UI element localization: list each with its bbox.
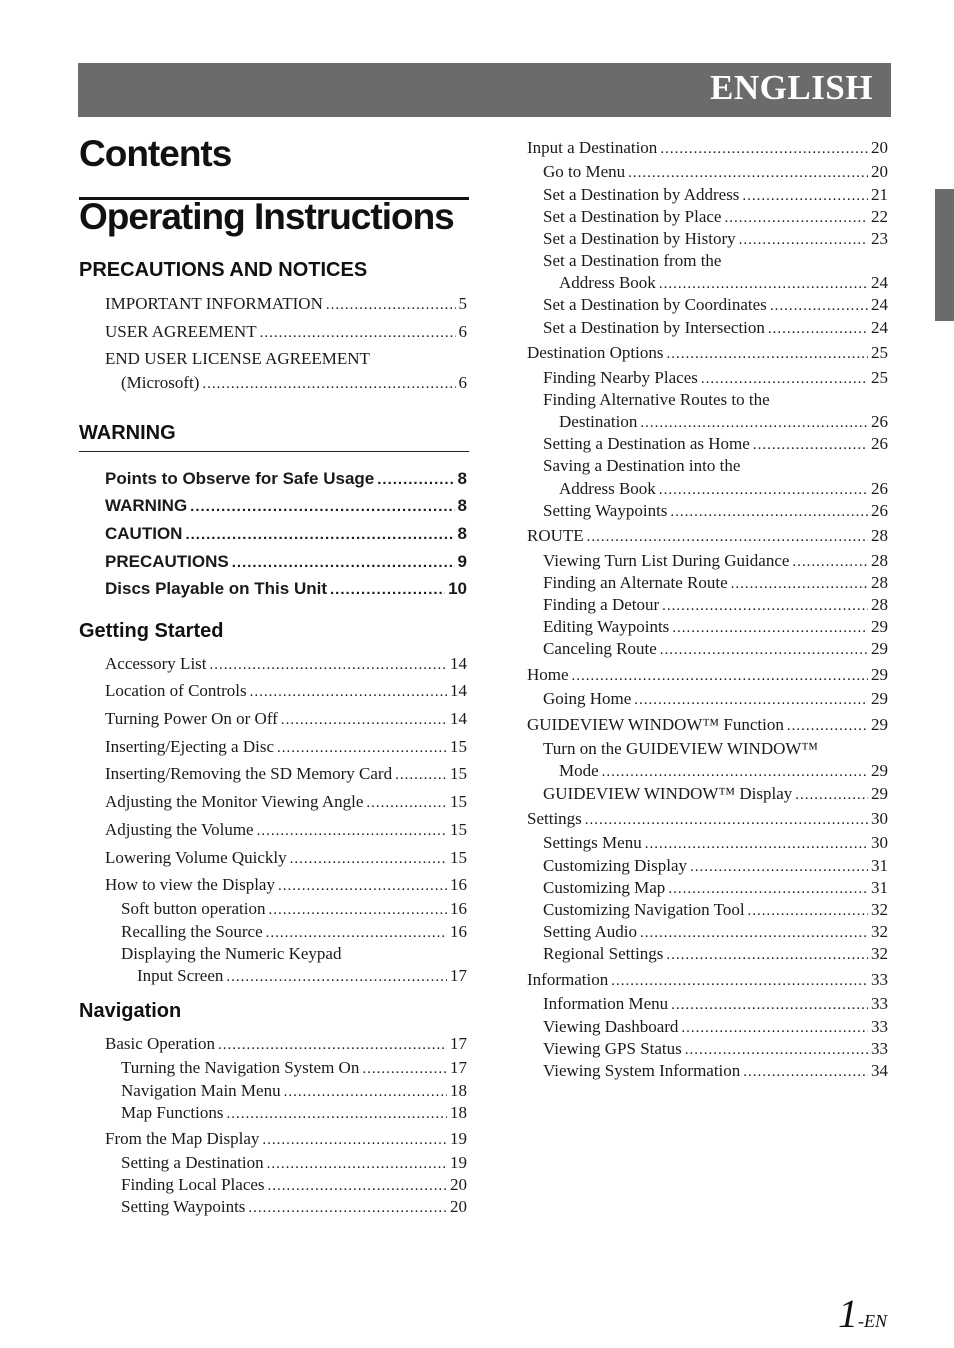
toc-entry-title: Canceling Route — [543, 639, 657, 658]
leader-dots — [202, 374, 455, 394]
toc-entry-title: Going Home — [543, 689, 632, 708]
toc-entry[interactable] — [559, 412, 888, 433]
leader-dots — [662, 596, 868, 616]
toc-entry-page: 16 — [450, 922, 467, 941]
leader-dots — [585, 810, 868, 830]
leader-dots — [659, 274, 868, 294]
leader-dots — [690, 857, 868, 877]
toc-entry[interactable] — [543, 922, 888, 943]
leader-dots — [232, 553, 455, 573]
toc-entry-page: 24 — [871, 273, 888, 292]
toc-entry-title: How to view the Display — [105, 875, 275, 894]
toc-entry[interactable] — [543, 573, 888, 594]
language-label: ENGLISH — [710, 68, 873, 107]
toc-entry-title: Setting Audio — [543, 922, 637, 941]
toc-entry[interactable] — [543, 689, 888, 710]
leader-dots — [572, 666, 868, 686]
leader-dots — [787, 716, 868, 736]
leader-dots — [731, 574, 868, 594]
toc-entry-page: 32 — [871, 900, 888, 919]
toc-entry-title: Input Screen — [137, 966, 224, 985]
toc-entry-title: Address Book — [559, 479, 656, 498]
toc-entry-title: Customizing Map — [543, 878, 666, 897]
toc-entry[interactable] — [543, 434, 888, 455]
toc-entry-title: GUIDEVIEW WINDOW™ Display — [543, 784, 793, 803]
toc-entry[interactable] — [543, 900, 888, 921]
toc-entry-title: Go to Menu — [543, 162, 626, 181]
toc-entry[interactable] — [527, 138, 888, 159]
toc-entry[interactable] — [105, 552, 467, 573]
leader-dots — [268, 1176, 447, 1196]
toc-entry-page: 15 — [450, 820, 467, 839]
toc-entry[interactable] — [121, 373, 467, 394]
leader-dots — [768, 319, 868, 339]
toc-entry[interactable] — [105, 579, 467, 600]
toc-entry-title: CAUTION — [105, 524, 183, 543]
toc-entry-page: 18 — [450, 1103, 467, 1122]
toc-entry[interactable] — [543, 639, 888, 660]
toc-entry[interactable] — [105, 496, 467, 517]
toc-entry-page: 15 — [450, 848, 467, 867]
toc-entry[interactable] — [121, 1103, 467, 1124]
leader-dots — [281, 710, 447, 730]
toc-entry[interactable] — [543, 207, 888, 228]
toc-entry[interactable] — [543, 944, 888, 965]
toc-entry[interactable] — [121, 1175, 467, 1196]
toc-entry-page: 29 — [871, 715, 888, 734]
page-number — [838, 1290, 887, 1337]
toc-entry-page: 24 — [871, 318, 888, 337]
leader-dots — [185, 525, 454, 545]
leader-dots — [739, 230, 868, 250]
toc-entry[interactable] — [105, 524, 467, 545]
toc-entry-page: 22 — [871, 207, 888, 226]
leader-dots — [795, 785, 868, 805]
leader-dots — [277, 738, 447, 758]
toc-entry-page: 32 — [871, 922, 888, 941]
toc-entry[interactable] — [105, 1129, 467, 1150]
toc-entry-title: Points to Observe for Safe Usage — [105, 469, 375, 488]
toc-entry[interactable] — [543, 595, 888, 616]
toc-entry-title-line: Turn on the GUIDEVIEW WINDOW™ — [543, 739, 819, 758]
toc-entry-title: Input a Destination — [527, 138, 658, 157]
toc-entry[interactable] — [105, 294, 467, 315]
toc-entry-title: ROUTE — [527, 526, 584, 545]
leader-dots — [660, 139, 868, 159]
toc-entry[interactable] — [543, 295, 888, 316]
toc-entry[interactable] — [559, 273, 888, 294]
leader-dots — [395, 765, 447, 785]
leader-dots — [278, 876, 447, 896]
toc-entry[interactable] — [559, 479, 888, 500]
toc-entry[interactable] — [121, 922, 467, 943]
toc-entry-title: Regional Settings — [543, 944, 664, 963]
section-heading-warning: WARNING — [79, 422, 176, 444]
toc-entry-page: 21 — [871, 185, 888, 204]
leader-dots — [743, 1062, 868, 1082]
toc-entry-title: Editing Waypoints — [543, 617, 670, 636]
toc-entry[interactable] — [543, 784, 888, 805]
toc-entry[interactable] — [543, 185, 888, 206]
toc-entry[interactable] — [527, 715, 888, 736]
toc-entry-page: 29 — [871, 665, 888, 684]
leader-dots — [672, 618, 868, 638]
leader-dots — [190, 497, 454, 517]
toc-entry-title: Finding Nearby Places — [543, 368, 698, 387]
toc-entry-page: 17 — [450, 1034, 467, 1053]
toc-entry-title: Inserting/Removing the SD Memory Card — [105, 764, 393, 783]
toc-entry-title: Turning Power On or Off — [105, 709, 278, 728]
leader-dots — [742, 186, 868, 206]
toc-entry-title: Setting a Destination as Home — [543, 434, 750, 453]
toc-entry-page: 31 — [871, 856, 888, 875]
toc-entry-page: 20 — [871, 138, 888, 157]
toc-entry-page: 15 — [450, 792, 467, 811]
leader-dots — [628, 163, 868, 183]
leader-dots — [218, 1035, 447, 1055]
toc-entry-page: 6 — [458, 322, 467, 341]
toc-entry-page: 8 — [457, 524, 467, 543]
toc-entry-page: 20 — [450, 1197, 467, 1216]
leader-dots — [250, 682, 447, 702]
leader-dots — [587, 527, 868, 547]
toc-entry-title: Accessory List — [105, 654, 207, 673]
toc-entry[interactable] — [559, 761, 888, 782]
leader-dots — [326, 295, 456, 315]
toc-entry-page: 31 — [871, 878, 888, 897]
toc-entry-page: 28 — [871, 551, 888, 570]
leader-dots — [724, 208, 868, 228]
toc-entry[interactable] — [121, 1081, 467, 1102]
language-header-bar — [78, 63, 891, 117]
toc-entry-page: 10 — [448, 579, 467, 598]
toc-entry-page: 33 — [871, 1039, 888, 1058]
toc-entry[interactable] — [105, 1034, 467, 1055]
toc-entry[interactable] — [543, 1017, 888, 1038]
leader-dots — [362, 1059, 447, 1079]
toc-entry-title: Set a Destination by Address — [543, 185, 740, 204]
page-number-suffix: -EN — [858, 1311, 887, 1331]
leader-dots — [659, 480, 868, 500]
toc-entry-title: Address Book — [559, 273, 656, 292]
leader-dots — [640, 923, 868, 943]
leader-dots — [248, 1198, 447, 1218]
toc-entry-title: Adjusting the Volume — [105, 820, 254, 839]
leader-dots — [267, 1154, 447, 1174]
leader-dots — [666, 344, 868, 364]
leader-dots — [770, 296, 868, 316]
toc-entry[interactable] — [543, 833, 888, 854]
leader-dots — [660, 640, 868, 660]
toc-entry[interactable] — [105, 322, 467, 343]
toc-entry-page: 28 — [871, 595, 888, 614]
toc-entry-page: 29 — [871, 617, 888, 636]
toc-entry-page: 14 — [450, 681, 467, 700]
toc-entry-title: Viewing GPS Status — [543, 1039, 682, 1058]
toc-entry-page: 25 — [871, 368, 888, 387]
toc-entry[interactable] — [137, 966, 467, 987]
leader-dots — [284, 1082, 447, 1102]
toc-entry[interactable] — [105, 654, 467, 675]
toc-entry-page: 26 — [871, 434, 888, 453]
toc-entry-page: 19 — [450, 1153, 467, 1172]
toc-entry-title: Map Functions — [121, 1103, 224, 1122]
toc-entry-page: 28 — [871, 573, 888, 592]
toc-entry-title: Information Menu — [543, 994, 669, 1013]
toc-entry-title: PRECAUTIONS — [105, 552, 229, 571]
toc-entry-title: Recalling the Source — [121, 922, 263, 941]
toc-entry-title: Home — [527, 665, 569, 684]
toc-entry[interactable] — [543, 501, 888, 522]
operating-instructions-title: Operating Instructions — [79, 196, 454, 237]
toc-entry-page: 26 — [871, 501, 888, 520]
toc-entry-page: 30 — [871, 833, 888, 852]
toc-entry-title: Lowering Volume Quickly — [105, 848, 287, 867]
toc-entry-title: WARNING — [105, 496, 188, 515]
toc-entry-page: 25 — [871, 343, 888, 362]
toc-entry-page: 29 — [871, 689, 888, 708]
toc-entry-title: Set a Destination by Intersection — [543, 318, 765, 337]
toc-entry-title: Setting Waypoints — [121, 1197, 246, 1216]
leader-dots — [670, 502, 868, 522]
toc-entry-title: Basic Operation — [105, 1034, 215, 1053]
toc-entry-page: 30 — [871, 809, 888, 828]
toc-entry-title: Viewing Turn List During Guidance — [543, 551, 790, 570]
toc-entry-title: Finding a Detour — [543, 595, 660, 614]
toc-entry[interactable] — [543, 994, 888, 1015]
toc-entry-title: Location of Controls — [105, 681, 247, 700]
section-heading-getting-started: Getting Started — [79, 620, 224, 642]
toc-entry-title: Adjusting the Monitor Viewing Angle — [105, 792, 364, 811]
toc-entry-page: 8 — [457, 496, 467, 515]
toc-entry[interactable] — [105, 737, 467, 758]
toc-entry-page: 8 — [457, 469, 467, 488]
toc-entry[interactable] — [543, 1061, 888, 1082]
leader-dots — [701, 369, 868, 389]
toc-entry[interactable] — [527, 970, 888, 991]
leader-dots — [290, 849, 447, 869]
toc-entry-title: Set a Destination by Coordinates — [543, 295, 767, 314]
side-thumb-tab — [935, 189, 954, 321]
toc-entry-title-line: END USER LICENSE AGREEMENT — [105, 349, 370, 368]
toc-entry-title: GUIDEVIEW WINDOW™ Function — [527, 715, 784, 734]
toc-entry-title: Discs Playable on This Unit — [105, 579, 328, 598]
contents-title: Contents — [79, 133, 232, 174]
toc-entry-title: Soft button operation — [121, 899, 266, 918]
toc-entry-page: 23 — [871, 229, 888, 248]
toc-entry-title: Set a Destination by Place — [543, 207, 722, 226]
toc-entry-title-line: Finding Alternative Routes to the — [543, 390, 770, 409]
toc-entry[interactable] — [105, 764, 467, 785]
toc-entry[interactable] — [121, 1153, 467, 1174]
toc-entry-page: 33 — [871, 994, 888, 1013]
toc-entry-title: Navigation Main Menu — [121, 1081, 281, 1100]
toc-entry[interactable] — [105, 792, 467, 813]
toc-entry-title: Turning the Navigation System On — [121, 1058, 360, 1077]
leader-dots — [668, 879, 868, 899]
toc-entry-page: 6 — [458, 373, 467, 392]
toc-entry-page: 14 — [450, 654, 467, 673]
toc-entry-page: 19 — [450, 1129, 467, 1148]
toc-entry-page: 17 — [450, 1058, 467, 1077]
toc-entry-title: Customizing Display — [543, 856, 688, 875]
toc-entry-title: Set a Destination by History — [543, 229, 736, 248]
leader-dots — [611, 971, 868, 991]
toc-entry-title-line: Set a Destination from the — [543, 251, 722, 270]
leader-dots — [210, 655, 447, 675]
toc-entry-page: 26 — [871, 412, 888, 431]
toc-entry[interactable] — [543, 1039, 888, 1060]
toc-entry-title: Settings Menu — [543, 833, 642, 852]
leader-dots — [260, 323, 456, 343]
leader-dots — [226, 967, 447, 987]
toc-entry-page: 33 — [871, 970, 888, 989]
toc-entry[interactable] — [527, 526, 888, 547]
toc-entry[interactable] — [543, 229, 888, 250]
toc-entry-page: 15 — [450, 737, 467, 756]
leader-dots — [366, 793, 447, 813]
leader-dots — [634, 690, 868, 710]
page-number-value: 1 — [838, 1291, 858, 1336]
leader-dots — [666, 945, 868, 965]
toc-entry-page: 16 — [450, 899, 467, 918]
toc-entry[interactable] — [105, 820, 467, 841]
leader-dots — [792, 552, 868, 572]
leader-dots — [748, 901, 868, 921]
toc-entry-title: From the Map Display — [105, 1129, 260, 1148]
toc-entry-title: Mode — [559, 761, 599, 780]
toc-entry-page: 15 — [450, 764, 467, 783]
toc-entry-title: Settings — [527, 809, 582, 828]
toc-entry[interactable] — [121, 1197, 467, 1218]
toc-entry-page: 34 — [871, 1061, 888, 1080]
toc-entry[interactable] — [105, 709, 467, 730]
leader-dots — [645, 834, 868, 854]
toc-entry-page: 18 — [450, 1081, 467, 1100]
toc-entry-page: 33 — [871, 1017, 888, 1036]
toc-entry-title: Viewing System Information — [543, 1061, 741, 1080]
toc-entry-page: 29 — [871, 639, 888, 658]
toc-entry-title: USER AGREEMENT — [105, 322, 257, 341]
toc-entry-page: 29 — [871, 761, 888, 780]
toc-entry[interactable] — [527, 343, 888, 364]
leader-dots — [330, 580, 445, 600]
toc-entry-title: IMPORTANT INFORMATION — [105, 294, 323, 313]
leader-dots — [377, 470, 454, 490]
toc-entry-title: Customizing Navigation Tool — [543, 900, 745, 919]
section-heading-precautions: PRECAUTIONS AND NOTICES — [79, 259, 368, 281]
toc-entry-page: 28 — [871, 526, 888, 545]
leader-dots — [681, 1018, 868, 1038]
toc-entry-title: Information — [527, 970, 609, 989]
toc-entry-page: 26 — [871, 479, 888, 498]
leader-dots — [685, 1040, 868, 1060]
leader-dots — [602, 762, 868, 782]
leader-dots — [268, 900, 447, 920]
toc-entry-title: Destination — [559, 412, 638, 431]
toc-entry-title: Finding an Alternate Route — [543, 573, 728, 592]
toc-entry-page: 16 — [450, 875, 467, 894]
toc-entry-page: 5 — [458, 294, 467, 313]
leader-dots — [257, 821, 447, 841]
toc-entry-page: 24 — [871, 295, 888, 314]
toc-entry[interactable] — [105, 875, 467, 896]
toc-entry[interactable] — [105, 681, 467, 702]
toc-entry[interactable] — [543, 551, 888, 572]
toc-entry-page: 29 — [871, 784, 888, 803]
toc-entry-title: Viewing Dashboard — [543, 1017, 679, 1036]
section-rule — [79, 451, 469, 452]
toc-entry-page: 20 — [871, 162, 888, 181]
toc-entry-page: 32 — [871, 944, 888, 963]
toc-entry[interactable] — [105, 469, 467, 490]
toc-entry-page: 14 — [450, 709, 467, 728]
toc-entry-title: Finding Local Places — [121, 1175, 265, 1194]
toc-entry-title-line: Displaying the Numeric Keypad — [121, 944, 342, 963]
toc-entry[interactable] — [543, 162, 888, 183]
leader-dots — [266, 923, 447, 943]
leader-dots — [640, 413, 868, 433]
toc-entry-page: 9 — [457, 552, 467, 571]
toc-entry[interactable] — [543, 318, 888, 339]
toc-entry-title: (Microsoft) — [121, 373, 200, 392]
toc-entry-title: Setting Waypoints — [543, 501, 668, 520]
leader-dots — [262, 1130, 447, 1150]
toc-entry-page: 20 — [450, 1175, 467, 1194]
section-heading-navigation: Navigation — [79, 1000, 182, 1022]
toc-entry[interactable] — [527, 809, 888, 830]
toc-entry[interactable] — [543, 878, 888, 899]
toc-entry-title: Destination Options — [527, 343, 664, 362]
leader-dots — [753, 435, 868, 455]
toc-entry[interactable] — [543, 368, 888, 389]
toc-entry[interactable] — [543, 617, 888, 638]
leader-dots — [226, 1104, 447, 1124]
toc-entry[interactable] — [121, 1058, 467, 1079]
toc-entry-title: Inserting/Ejecting a Disc — [105, 737, 275, 756]
toc-entry-title-line: Saving a Destination into the — [543, 456, 741, 475]
toc-entry-title: Setting a Destination — [121, 1153, 264, 1172]
toc-entry[interactable] — [105, 848, 467, 869]
toc-entry-page: 17 — [450, 966, 467, 985]
toc-entry[interactable] — [543, 856, 888, 877]
toc-entry[interactable] — [121, 899, 467, 920]
toc-entry[interactable] — [527, 665, 888, 686]
leader-dots — [671, 995, 868, 1015]
